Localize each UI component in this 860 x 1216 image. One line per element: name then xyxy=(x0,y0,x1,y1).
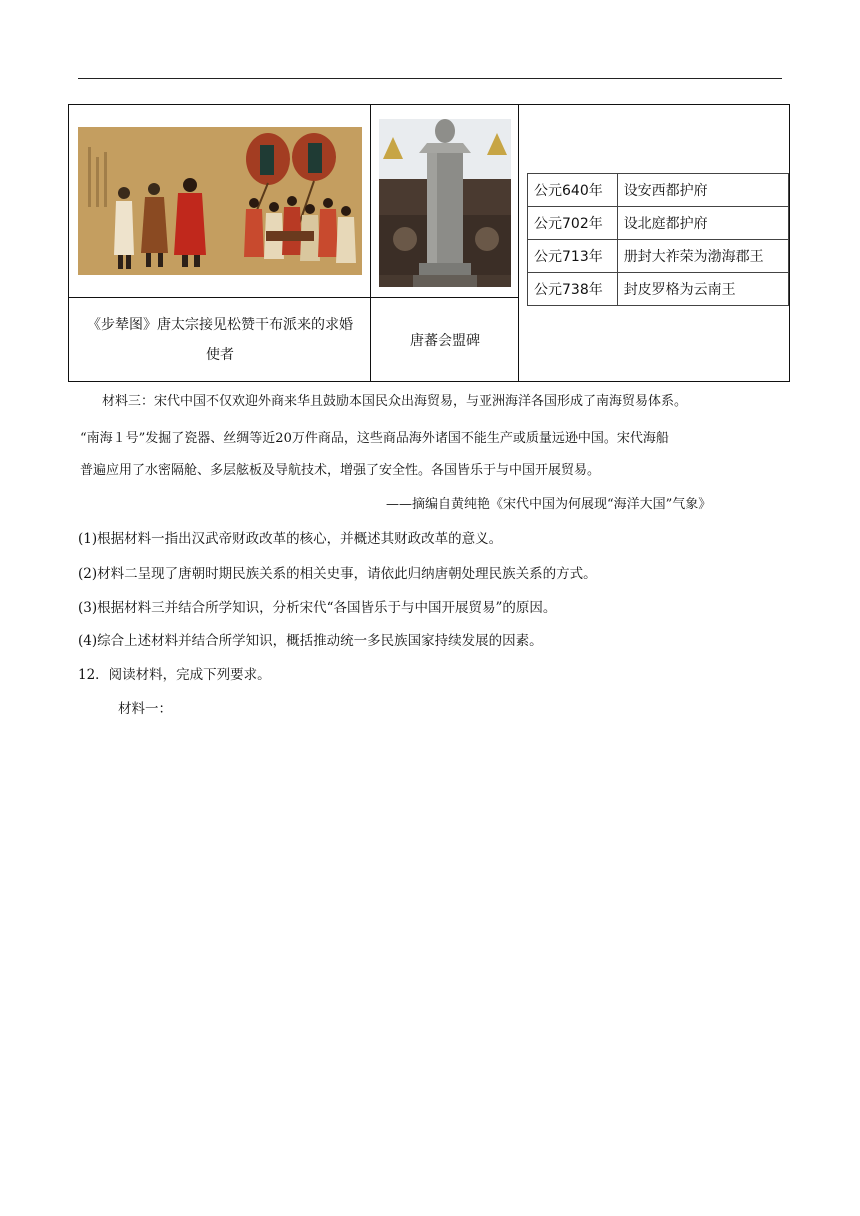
event-row xyxy=(528,240,789,273)
event-text: 设北庭都护府 xyxy=(617,207,788,240)
question-2: (2)材料二呈现了唐朝时期民族关系的相关史事，请依此归纳唐朝处理民族关系的方式。 xyxy=(78,566,597,582)
question-12-title: 12．阅读材料，完成下列要求。 xyxy=(78,667,271,683)
painting-caption-divider xyxy=(69,297,371,298)
material3-source: ——摘编自黄纯艳《宋代中国为何展现“海洋大国”气象》 xyxy=(386,497,712,512)
event-year: 公元640年 xyxy=(528,174,618,207)
event-text: 册封大祚荣为渤海郡王 xyxy=(617,240,788,273)
event-text: 设安西都护府 xyxy=(617,174,788,207)
painting-caption-line2: 使者 xyxy=(206,347,234,363)
stele-image xyxy=(379,119,511,287)
material3-line3: 普遍应用了水密隔舱、多层舷板及导航技术，增强了安全性。各国皆乐于与中国开展贸易。 xyxy=(80,463,601,478)
material3-line2: “南海１号”发掘了瓷器、丝绸等近20万件商品，这些商品海外诸国不能生产或质量远逊中国。宋代海船 xyxy=(80,431,669,446)
painting-image xyxy=(78,127,362,275)
question-4: (4)综合上述材料并结合所学知识，概括推动统一多民族国家持续发展的因素。 xyxy=(78,633,543,649)
painting-illustration xyxy=(78,127,362,275)
painting-caption-line1: 《步辇图》唐太宗接见松赞干布派来的求婚 xyxy=(87,317,353,333)
event-year: 公元702年 xyxy=(528,207,618,240)
header-rule xyxy=(78,78,782,79)
question-1: (1)根据材料一指出汉武帝财政改革的核心，并概述其财政改革的意义。 xyxy=(78,531,503,547)
event-row xyxy=(528,273,789,306)
material3-line1: 材料三：宋代中国不仅欢迎外商来华且鼓励本国民众出海贸易，与亚洲海洋各国形成了南海贸易体系。 xyxy=(102,394,688,409)
stele-caption: 唐蕃会盟碑 xyxy=(410,333,480,349)
events-cell xyxy=(519,105,789,381)
question-3: (3)根据材料三并结合所学知识，分析宋代“各国皆乐于与中国开展贸易”的原因。 xyxy=(78,600,557,616)
stele-cell xyxy=(371,105,519,381)
stele-illustration xyxy=(379,119,511,287)
painting-caption xyxy=(75,310,365,370)
events-table xyxy=(527,173,789,306)
material-table xyxy=(68,104,790,382)
event-year: 公元738年 xyxy=(528,273,618,306)
painting-cell xyxy=(69,105,371,381)
event-row xyxy=(528,174,789,207)
event-row xyxy=(528,207,789,240)
event-text: 封皮罗格为云南王 xyxy=(617,273,788,306)
event-year: 公元713年 xyxy=(528,240,618,273)
stele-caption-divider xyxy=(371,297,519,298)
material1-label: 材料一： xyxy=(118,701,172,717)
